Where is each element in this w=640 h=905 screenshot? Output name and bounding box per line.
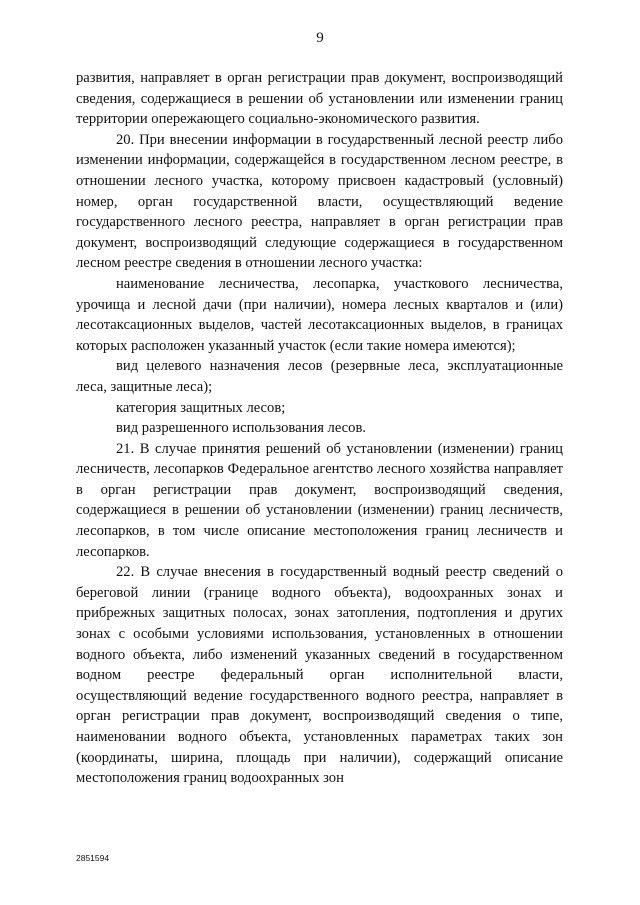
paragraph-20: 20. При внесении информации в государственный лесной реестр либо изменении информации, содержащейся в государственном лесном реестре, в отношении лесного участка, которому присвоен кадастровый (условный) номер, орган государственной власти, осуществляющий ведение государственного лесного реестра, направляет в орган регистрации прав документ, воспроизводящий следующие содержащиеся в государственном лесном реестре сведения в отношении лесного участка: [76,131,563,272]
paragraph-21: 21. В случае принятия решений об установлении (изменении) границ лесничеств, лесопарков Федеральное агентство лесного хозяйства направляет в орган регистрации прав документ, воспроизводящий сведения, содержащиеся в решении об установлении (изменении) границ лесничеств, лесопарков, в том числе описание местоположения границ лесничеств и лесопарков. [76,440,563,560]
document-code: 2851594 [76,853,110,863]
paragraph-continuation: развития, направляет в орган регистрации прав документ, воспроизводящий сведения, содержащиеся в решении об установлении или изменении границ территории опережающего социально-экономического развития. [76,70,563,128]
paragraph-22: 22. В случае внесения в государственный водный реестр сведений о береговой линии (границе водного объекта), водоохранных зонах и прибрежных защитных полосах, зонах затопления, подтопления и других зонах с особыми условиями использования, установленных в отношении водного объекта, либо изменений указанных сведений в государственном водном реестре федеральный орган исполнительной власти, осуществляющий ведение государственного водного реестра, направляет в орган регистрации прав документ, воспроизводящий сведения о типе, наименовании водного объекта, установленных параметрах таких зон (координаты, ширина, площадь при наличии), содержащий описание местоположения границ водоохранных зон [76,564,563,787]
list-item-permitted-use: вид разрешенного использования лесов. [116,420,366,437]
document-body [76,68,563,789]
page-number: 9 [316,30,324,46]
list-item-forest-purpose: вид целевого назначения лесов (резервные леса, эксплуатационные леса, защитные леса); [76,358,563,395]
list-item-forestry-names: наименование лесничества, лесопарка, участкового лесничества, урочища и лесной дачи (при наличии), номера лесных кварталов и (или) лесотаксационных выделов, частей лесотаксационных выделов, в границах которых расположен указанный участок (если такие номера имеются); [76,275,563,354]
list-item-protective-category: категория защитных лесов; [116,399,286,416]
